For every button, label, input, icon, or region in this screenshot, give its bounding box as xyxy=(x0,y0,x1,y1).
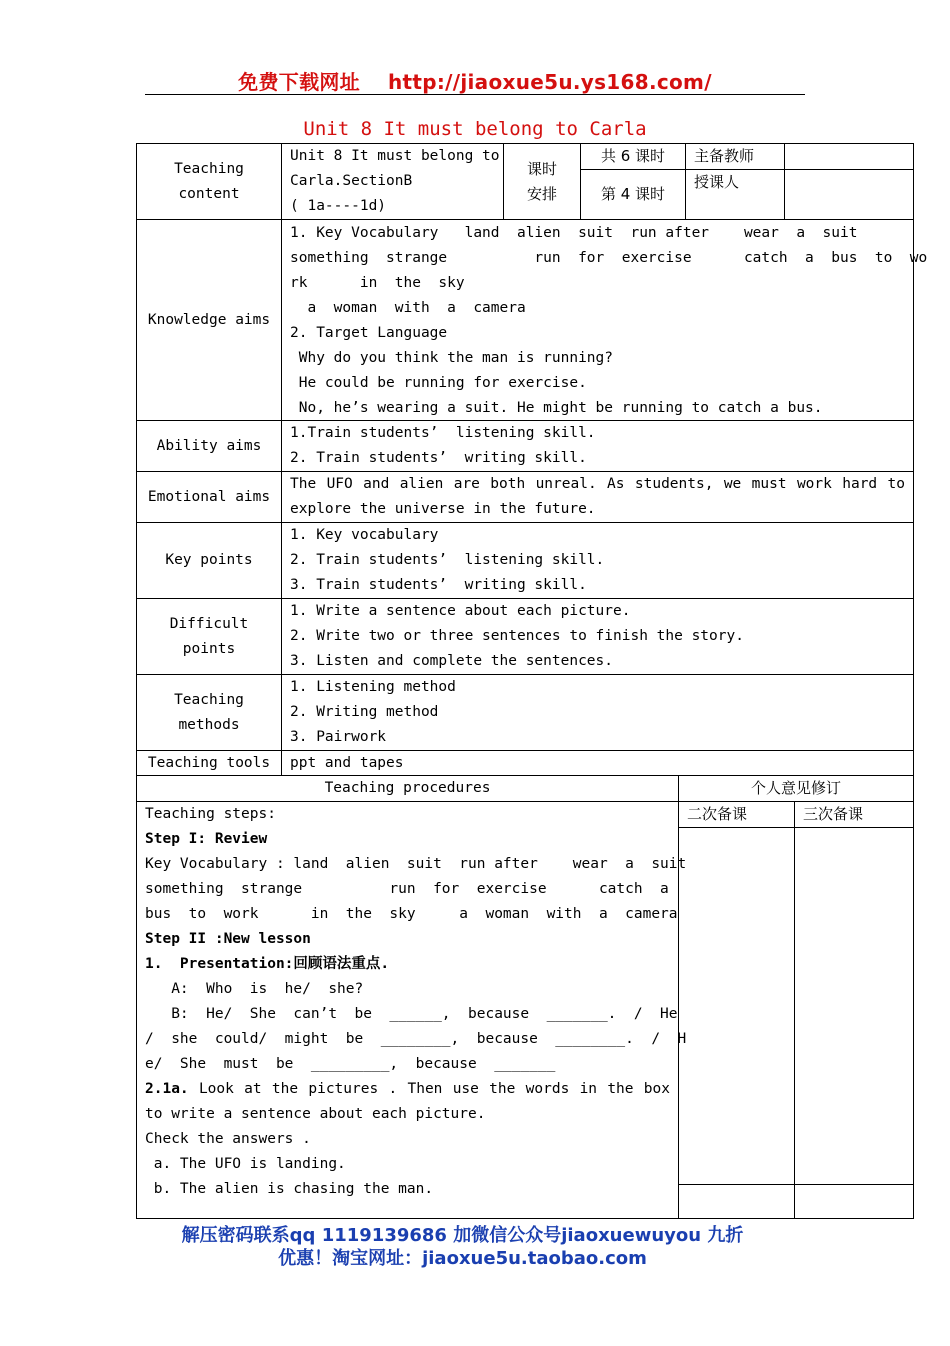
label-line: Teaching xyxy=(174,160,244,177)
aim-line: rk in the sky xyxy=(290,275,465,291)
task-number: 2.1a. xyxy=(145,1081,189,1097)
check-answers: Check the answers . xyxy=(145,1131,311,1147)
aim-line: a woman with a camera xyxy=(290,300,526,316)
vocab-line: Key Vocabulary : land alien suit run after wear a suit xyxy=(145,856,687,872)
dialogue-line: e/ She must be _________, because _______ xyxy=(145,1056,556,1072)
third-prep-notes-footer xyxy=(794,1184,914,1219)
content-line: Carla.SectionB xyxy=(290,173,413,189)
teaching-tools-content: ppt and tapes xyxy=(281,750,914,776)
ability-aims-label: Ability aims xyxy=(136,420,282,472)
download-header xyxy=(145,66,805,95)
task-instruction: Look at the pictures . Then use the words in the box to write a sentence about each picture. xyxy=(145,1081,670,1122)
point-line: 2. Train students’ listening skill. xyxy=(290,552,605,568)
dialogue-line: / she could/ might be ________, because ________. / H xyxy=(145,1031,687,1047)
second-prep-label: 二次备课 xyxy=(678,801,795,828)
vocab-line: bus to work in the sky a woman with a camera xyxy=(145,906,678,922)
task-1a xyxy=(145,1077,670,1127)
steps-label: Teaching steps: xyxy=(145,806,276,822)
page-title: Unit 8 It must belong to Carla xyxy=(303,118,647,140)
aim-line: something strange run for exercise catch a bus to wo xyxy=(290,250,928,266)
revision-header: 个人意见修订 xyxy=(678,775,914,802)
aim-line: 1.Train students’ listening skill. xyxy=(290,425,596,441)
aim-line: 2. Target Language xyxy=(290,325,448,341)
label-line: methods xyxy=(178,716,240,733)
content-line: Unit 8 It must belong to xyxy=(290,148,500,164)
content-line: ( 1a----1d) xyxy=(290,198,387,214)
label-line: Difficult xyxy=(169,615,249,632)
label-line: 安排 xyxy=(526,184,557,203)
point-line: 3. Listen and complete the sentences. xyxy=(290,653,614,669)
knowledge-aims-label: Knowledge aims xyxy=(136,219,282,421)
header-url-link[interactable]: http://jiaoxue5u.ys168.com/ xyxy=(387,70,712,94)
aim-line: Why do you think the man is running? xyxy=(290,350,614,366)
lead-teacher-label: 主备教师 xyxy=(685,143,785,170)
aim-line: 1. Key Vocabulary land alien suit run after wear a suit xyxy=(290,225,858,241)
aim-line: He could be running for exercise. xyxy=(290,375,587,391)
header-label: 免费下载网址 xyxy=(238,70,360,94)
label-line: content xyxy=(178,185,240,202)
vocab-line: something strange run for exercise catch a xyxy=(145,881,669,897)
footer-contact: 解压密码联系qq 1119139686 加微信公众号jiaoxuewuyou 九折 xyxy=(181,1225,744,1246)
answer-line: a. The UFO is landing. xyxy=(145,1156,346,1172)
method-line: 2. Writing method xyxy=(290,704,439,720)
teaching-content-label xyxy=(136,143,282,220)
lecturer-value xyxy=(784,169,914,220)
step-two-heading: Step II :New lesson xyxy=(145,931,311,947)
difficult-points-content xyxy=(281,598,914,675)
total-periods: 共 6 课时 xyxy=(580,143,686,170)
procedures-header: Teaching procedures xyxy=(136,775,679,802)
period-number: 第 4 课时 xyxy=(580,169,686,220)
aim-line: No, he’s wearing a suit. He might be running to catch a bus. xyxy=(290,400,823,416)
answer-line: b. The alien is chasing the man. xyxy=(145,1181,434,1197)
second-prep-notes-footer xyxy=(678,1184,795,1219)
teaching-tools-label: Teaching tools xyxy=(136,750,282,776)
third-prep-label: 三次备课 xyxy=(794,801,914,828)
schedule-label xyxy=(503,143,581,220)
key-points-content xyxy=(281,522,914,599)
teaching-methods-content xyxy=(281,674,914,751)
step-one-heading: Step I: Review xyxy=(145,831,268,847)
method-line: 3. Pairwork xyxy=(290,729,387,745)
footer-shop: 优惠！淘宝网址：jiaoxue5u.taobao.com xyxy=(278,1248,647,1269)
procedures-body xyxy=(136,801,687,1219)
second-prep-notes xyxy=(678,827,795,1185)
emotional-aims-label: Emotional aims xyxy=(136,471,282,523)
teaching-methods-label xyxy=(136,674,282,751)
aim-line: 2. Train students’ writing skill. xyxy=(290,450,587,466)
point-line: 2. Write two or three sentences to finish the story. xyxy=(290,628,744,644)
third-prep-notes xyxy=(794,827,914,1185)
dialogue-line: A: Who is he/ she? xyxy=(145,981,364,997)
point-line: 3. Train students’ writing skill. xyxy=(290,577,587,593)
presentation-heading: 1. Presentation:回顾语法重点. xyxy=(145,956,390,972)
label-line: Teaching xyxy=(174,691,244,708)
emotional-aims-content: The UFO and alien are both unreal. As students, we must work hard to explore the universe in the future. xyxy=(281,471,914,523)
lead-teacher-value xyxy=(784,143,914,170)
method-line: 1. Listening method xyxy=(290,679,456,695)
point-line: 1. Write a sentence about each picture. xyxy=(290,603,631,619)
label-line: points xyxy=(182,640,236,657)
ability-aims-content xyxy=(281,420,914,472)
dialogue-line: B: He/ She can’t be ______, because _______. / He xyxy=(145,1006,678,1022)
point-line: 1. Key vocabulary xyxy=(290,527,439,543)
knowledge-aims-content xyxy=(281,219,928,421)
difficult-points-label xyxy=(136,598,282,675)
lecturer-label: 授课人 xyxy=(685,169,785,220)
key-points-label: Key points xyxy=(136,522,282,599)
teaching-content-text xyxy=(281,143,504,220)
label-line: 课时 xyxy=(526,159,557,178)
